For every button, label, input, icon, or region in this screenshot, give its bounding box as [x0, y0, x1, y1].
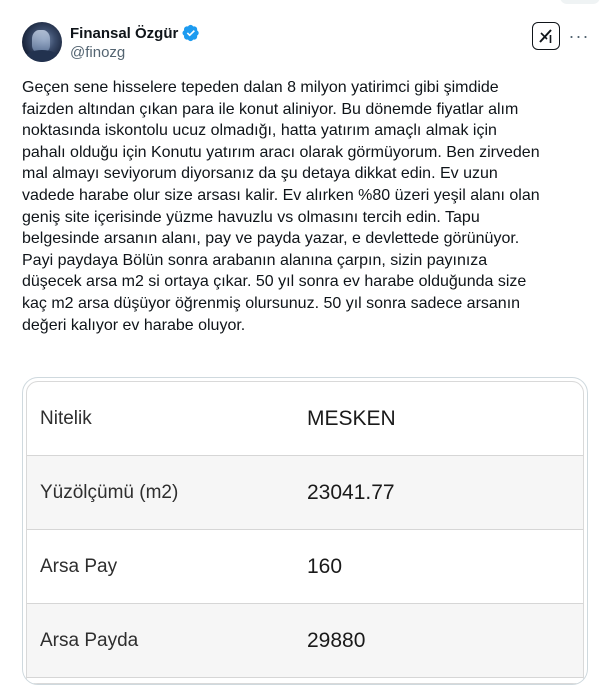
table-row — [27, 456, 583, 530]
top-edge — [0, 0, 608, 6]
row-label: Yüzölçümü (m2) — [40, 481, 179, 503]
avatar-base — [26, 50, 58, 62]
author-handle[interactable]: @finozg — [70, 44, 126, 61]
avatar[interactable] — [22, 22, 62, 62]
more-options-icon[interactable]: ··· — [568, 25, 590, 46]
grok-icon — [537, 27, 555, 45]
author-display-name[interactable]: Finansal Özgür — [70, 24, 179, 42]
scroll-hint — [560, 0, 600, 4]
row-value: MESKEN — [307, 406, 396, 430]
tweet-header — [22, 20, 588, 64]
table-row — [27, 604, 583, 678]
row-value: 160 — [307, 554, 343, 578]
grok-button[interactable] — [532, 22, 560, 50]
row-label: Arsa Payda — [40, 629, 139, 651]
row-value: 29880 — [307, 628, 366, 652]
author-name-line — [70, 23, 200, 43]
media-table — [26, 381, 584, 684]
row-value: 23041.77 — [307, 480, 395, 504]
tweet-text: Geçen sene hisselere tepeden dalan 8 milyon yatirimci gibi şimdide faizden altından çıkan para ile konut aliniyor. Bu dönemde fiyatlar alım noktasında iskontolu ucuz olmadığı, hatta yatırım amaçlı almak için pahalı olduğu için Konutu yatırım aracı olarak görmüyorum. Ben zirveden mal almayı seviyorum diyorsanız da şu detaya dikkat edin. Ev uzun vadede harabe olur size arsası kalir. Ev alırken %80 üzeri yeşil alanı olan geniş site içerisinde yüzme havuzlu vs olmasını tercih edin. Tapu belgesinde arsanın alanı, pay ve payda yazar, e devlettede görünüyor. Payi paydaya Bölün sonra arabanın alanına çarpın, sizin payınıza düşecek arsa m2 si ortaya çıkar. 50 yıl sonra ev harabe olduğunda size kaç m2 arsa düşüyor öğrenmiş olursunuz. 50 yıl sonra sadece arsanın değeri kalıyor ev harabe oluyor. — [22, 79, 540, 334]
tweet-media-card[interactable] — [22, 377, 588, 685]
verified-badge-icon — [182, 24, 200, 42]
table-row — [27, 382, 583, 456]
table-row — [27, 530, 583, 604]
row-label: Arsa Pay — [40, 555, 118, 577]
avatar-figure — [32, 30, 50, 52]
row-label: Nitelik — [40, 407, 92, 429]
